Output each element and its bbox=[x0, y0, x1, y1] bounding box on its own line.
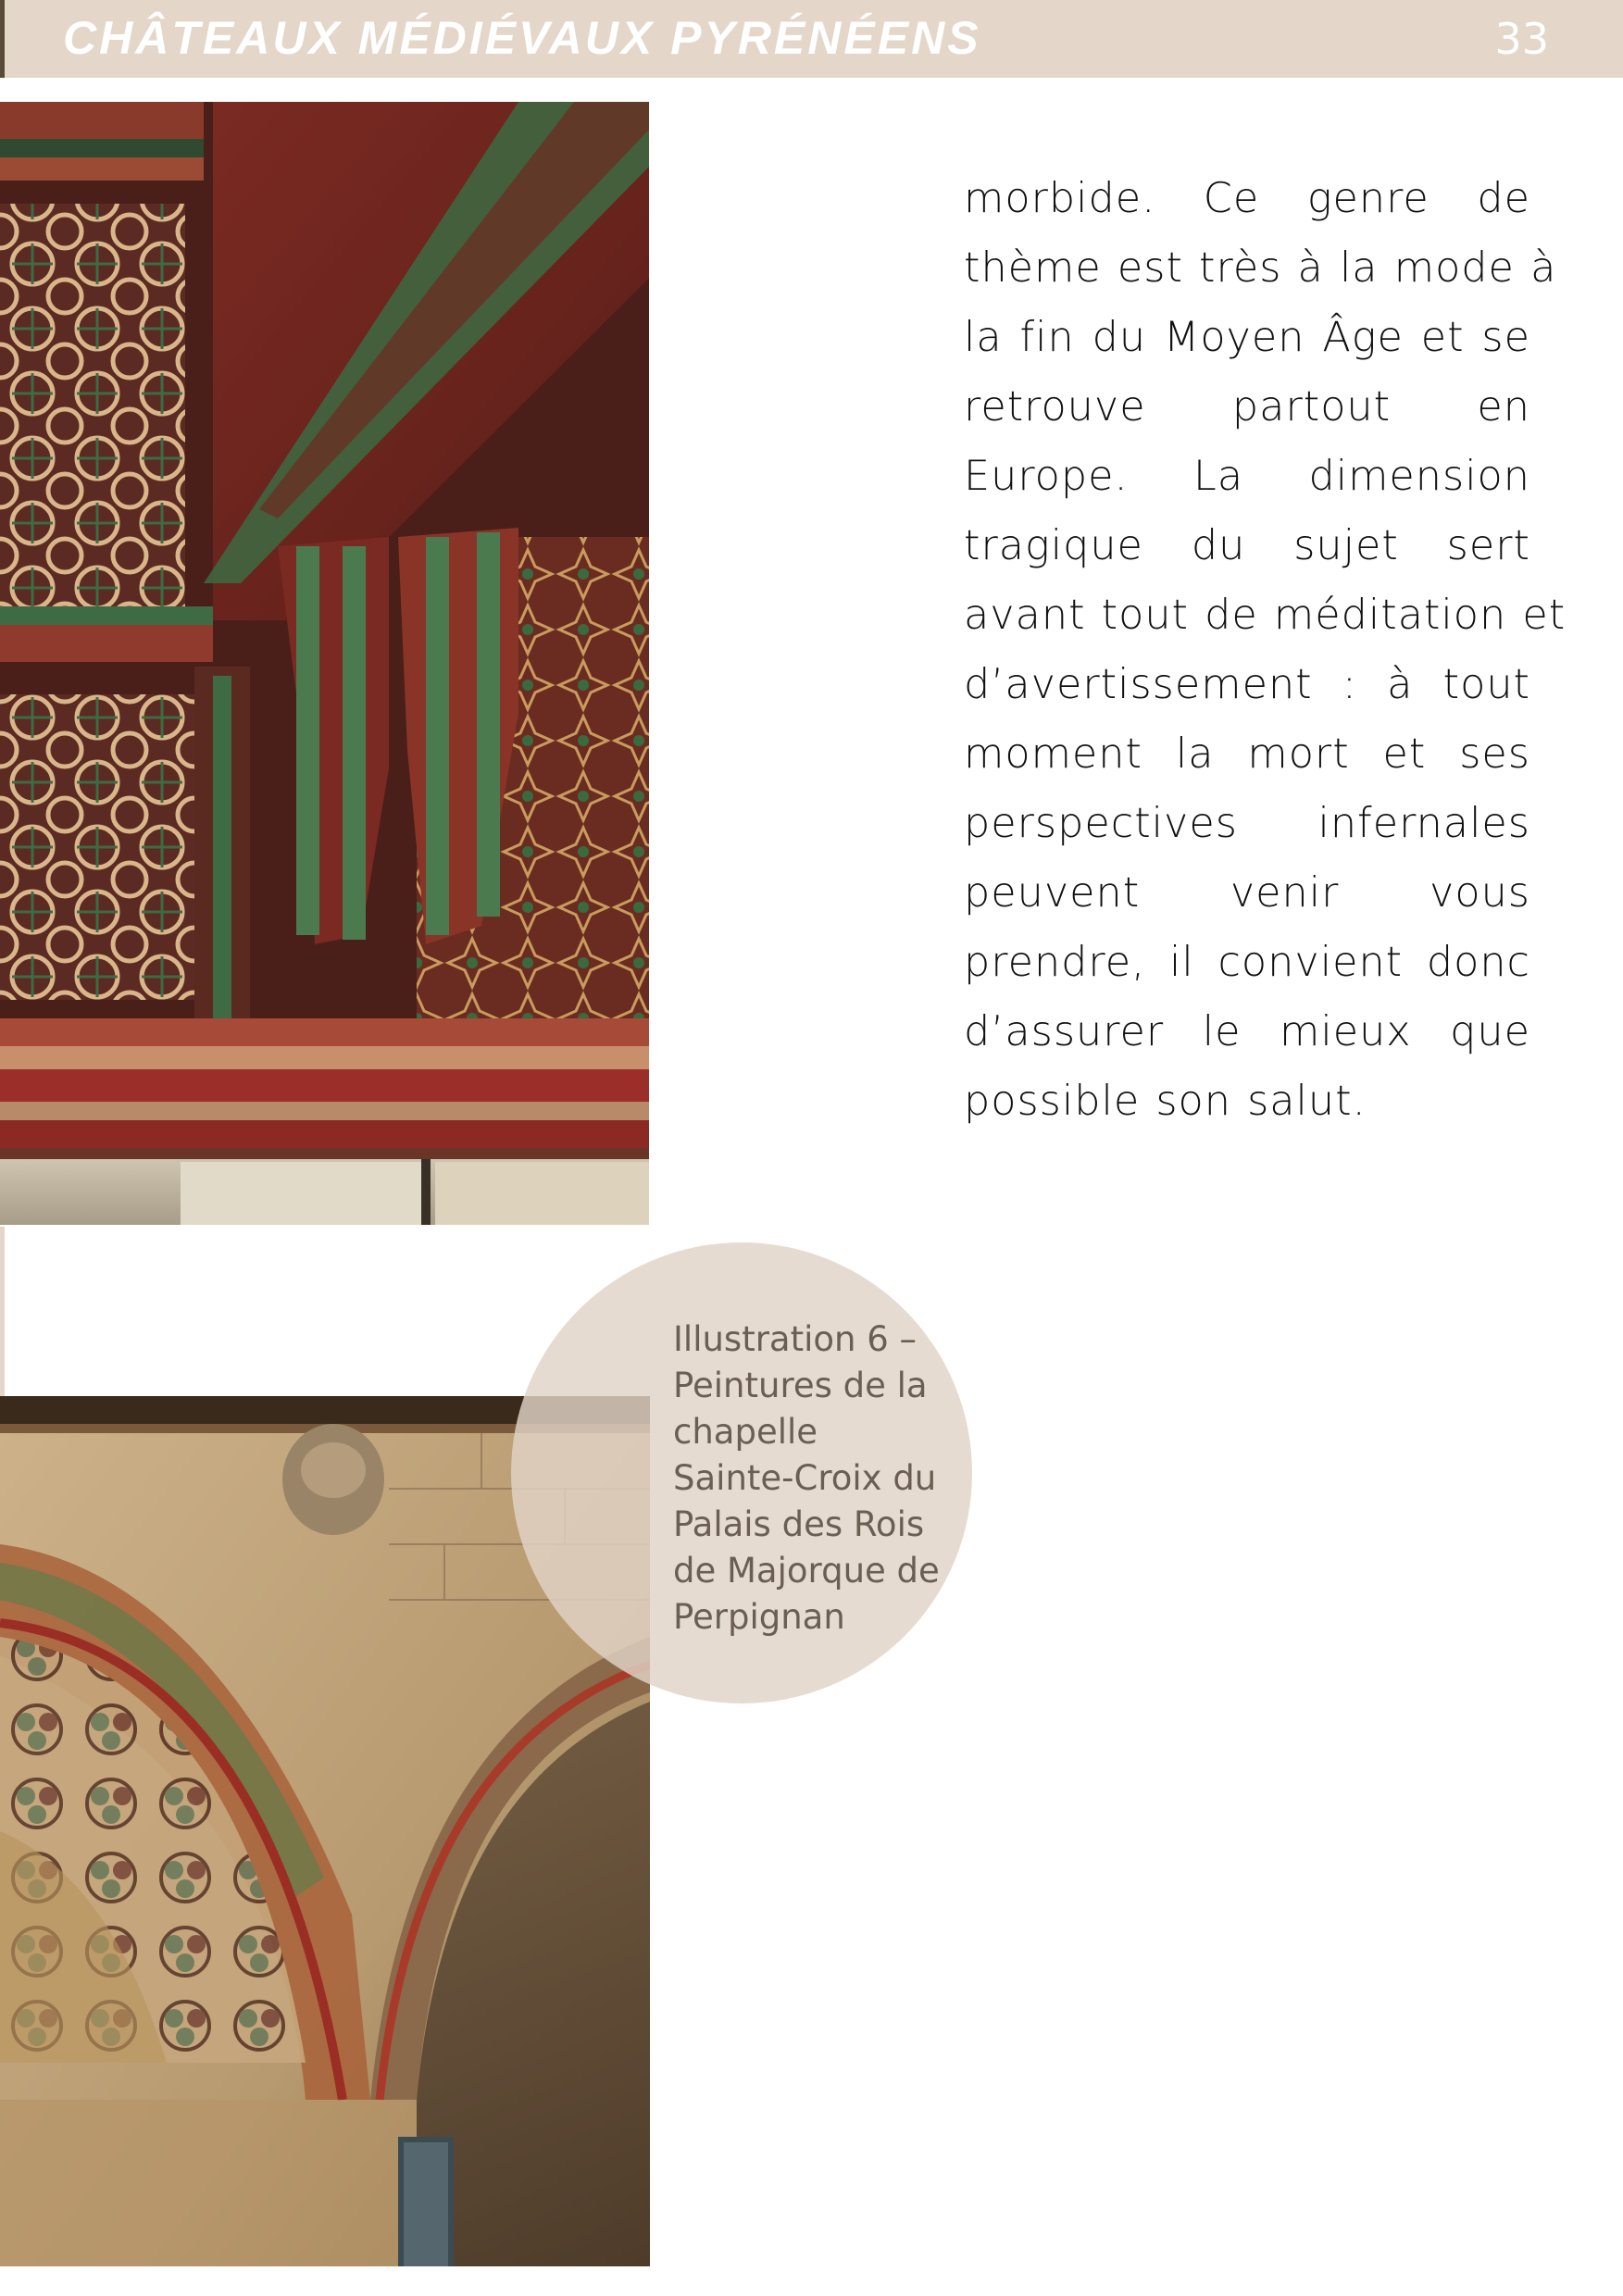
caption-line: Illustration 6 – bbox=[673, 1319, 918, 1359]
caption-line: Perpignan bbox=[673, 1597, 845, 1637]
caption-line: Sainte-Croix du bbox=[673, 1458, 937, 1498]
paragraph-line: avant tout de méditation et bbox=[964, 592, 1567, 639]
caption-line: Peintures de la bbox=[673, 1366, 928, 1405]
header-left-rule bbox=[0, 0, 5, 78]
paragraph-line: thème est très à la mode à bbox=[964, 244, 1557, 292]
figure-caption bbox=[673, 1316, 951, 1641]
caption-line: Palais des Rois bbox=[673, 1504, 925, 1544]
paragraph-line: Europe. La dimension bbox=[964, 453, 1530, 500]
paragraph-line: morbide. Ce genre de bbox=[964, 175, 1530, 222]
left-accent-strip bbox=[0, 1227, 5, 1398]
page-number: 33 bbox=[1494, 14, 1549, 64]
paragraph-line: tragique du sujet sert bbox=[964, 522, 1530, 569]
painted-ceiling-photo bbox=[0, 102, 649, 1225]
paragraph-line: moment la mort et ses bbox=[964, 730, 1530, 778]
caption-line: de Majorque de bbox=[673, 1551, 940, 1591]
paragraph-line: prendre, il convient donc bbox=[964, 939, 1530, 986]
paragraph-line: perspectives infernales bbox=[964, 800, 1530, 847]
page-header bbox=[0, 0, 1623, 78]
paragraph-line: peuvent venir vous bbox=[964, 869, 1530, 917]
paragraph-line: d’avertissement : à tout bbox=[964, 661, 1530, 708]
paragraph-line: d’assurer le mieux que bbox=[964, 1008, 1530, 1055]
paragraph-line: la fin du Moyen Âge et se bbox=[964, 314, 1530, 361]
paragraph-line: possible son salut. bbox=[964, 1078, 1367, 1125]
running-title: CHÂTEAUX MÉDIÉVAUX PYRÉNÉENS bbox=[63, 12, 981, 64]
paragraph-line: retrouve partout en bbox=[964, 383, 1530, 430]
caption-line: chapelle bbox=[673, 1412, 818, 1452]
body-paragraph bbox=[964, 164, 1567, 1136]
